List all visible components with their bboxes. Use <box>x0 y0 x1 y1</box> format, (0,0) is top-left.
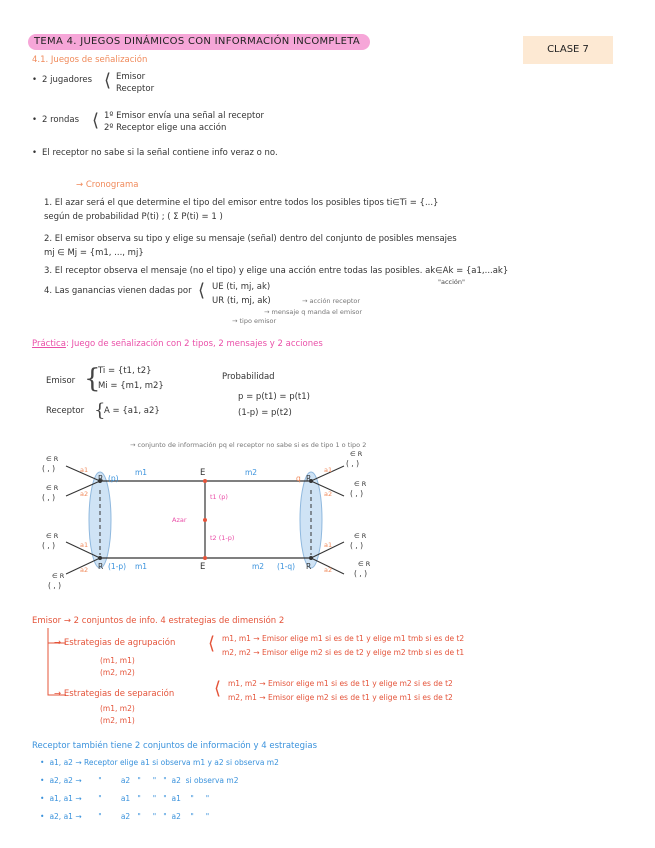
prob-line-2: (1-p) = p(t2) <box>238 408 292 418</box>
label-a1-r3: a1 <box>324 541 333 549</box>
agrupacion-desc-2: m2, m2 → Emisor elige m2 si es de t2 y elige m2 tmb si es de t1 <box>222 648 465 657</box>
separacion-label: → Estrategias de separación <box>54 689 175 699</box>
receptor-row-3: • a1, a1 → " a1 " " " a1 " " <box>40 794 209 804</box>
payoff-er-l2: ∈ R <box>46 484 59 492</box>
payoff-pair-l2: ( , ) <box>42 493 56 502</box>
label-p: (p) <box>108 474 119 483</box>
ronda-1: 1º Emisor envía una señal al receptor <box>104 111 265 121</box>
payoff-er-l4: ∈ R <box>52 572 65 580</box>
label-r-rb: R <box>306 562 312 571</box>
label-m2-bottom: m2 <box>252 562 265 571</box>
label-a2-l2: a2 <box>80 490 89 498</box>
cronograma-title: → Cronograma <box>76 180 139 190</box>
jugador-emisor: Emisor <box>116 72 146 82</box>
jugadores-label: • 2 jugadores <box>32 75 92 86</box>
payoff-emisor: UE (ti, mj, ak) <box>212 282 271 292</box>
practica-title: : Juego de señalización con 2 tipos, 2 mensajes y 2 acciones <box>65 339 323 349</box>
label-a1-l1: a1 <box>80 466 89 474</box>
cronograma-step-4: 4. Las ganancias vienen dadas por <box>44 286 192 296</box>
receptor-label: Receptor <box>46 406 85 416</box>
cronograma-step-3: 3. El receptor observa el mensaje (no el tipo) y elige una acción entre todas las posibles. ak∈Ak = {a1,...ak} <box>44 266 509 276</box>
payoff-pair-l1: ( , ) <box>42 464 56 473</box>
label-m2-top: m2 <box>245 468 258 477</box>
agrupacion-desc-1: m1, m1 → Emisor elige m1 si es de t1 y elige m1 tmb si es de t2 <box>222 634 465 643</box>
label-q: q <box>296 474 301 483</box>
agrupacion-pair-2: (m2, m2) <box>100 668 135 677</box>
payoff-er-r4: ∈ R <box>358 560 371 568</box>
page-title: TEMA 4. JUEGOS DINÁMICOS CON INFORMACIÓN INCOMPLETA <box>28 34 370 50</box>
rondas-label: • 2 rondas <box>32 115 79 126</box>
agrupacion-pair-1: (m1, m1) <box>100 656 135 665</box>
cronograma-step-2b: mj ∈ Mj = {m1, ..., mj} <box>44 248 144 258</box>
label-r-rt: R <box>306 474 312 483</box>
brace-receptor: { <box>94 400 106 421</box>
payoff-er-r2: ∈ R <box>354 480 367 488</box>
ronda-2: 2º Receptor elige una acción <box>104 123 227 133</box>
prob-title: Probabilidad <box>222 372 275 382</box>
cronograma-step-2: 2. El emisor observa su tipo y elige su mensaje (señal) dentro del conjunto de posibles mensajes <box>44 234 457 244</box>
label-r-lt: R <box>98 474 104 483</box>
receptor-title: Receptor también tiene 2 conjuntos de información y 4 estrategias <box>32 741 318 751</box>
estrategias-intro: Emisor → 2 conjuntos de info. 4 estrategias de dimensión 2 <box>32 616 285 626</box>
receptor-row-4: • a2, a1 → " a2 " " " a2 " " <box>40 812 209 822</box>
label-a1-l3: a1 <box>80 541 89 549</box>
payoff-er-l3: ∈ R <box>46 532 59 540</box>
emisor-label: Emisor <box>46 376 76 386</box>
emisor-mensajes: Mi = {m1, m2} <box>98 381 164 391</box>
label-r-lb: R <box>98 562 104 571</box>
label-a1-r1: a1 <box>324 466 333 474</box>
label-azar: Azar <box>172 516 187 524</box>
label-t1p: t1 (p) <box>210 493 228 501</box>
brace-jugadores: ⟨ <box>104 70 112 91</box>
label-e-top: E <box>200 468 206 478</box>
label-a2-r4: a2 <box>324 566 333 574</box>
brace-emisor: { <box>84 364 101 394</box>
receptor-acciones: A = {a1, a2} <box>104 406 160 416</box>
receptor-row-1: • a1, a2 → Receptor elige a1 si observa m1 y a2 si observa m2 <box>40 758 279 768</box>
label-m1-top: m1 <box>135 468 148 477</box>
receptor-note: • El receptor no sabe si la señal contiene info veraz o no. <box>32 148 278 159</box>
brace-separacion: ⟨ <box>214 678 222 699</box>
separacion-desc-1: m1, m2 → Emisor elige m1 si es de t1 y elige m2 si es de t2 <box>228 679 453 688</box>
jugador-receptor: Receptor <box>116 84 155 94</box>
label-1-q: (1-q) <box>277 562 296 571</box>
cronograma-step-1: 1. El azar será el que determine el tipo del emisor entre todos los posibles tipos ti∈Ti = {...} <box>44 198 439 208</box>
class-label: CLASE 7 <box>523 36 613 64</box>
payoff-pair-r4: ( , ) <box>354 569 368 578</box>
emisor-tipos: Ti = {t1, t2} <box>98 366 152 376</box>
payoff-pair-l3: ( , ) <box>42 541 56 550</box>
payoff-pair-r3: ( , ) <box>350 541 364 550</box>
prob-line-1: p = p(t1) = p(t1) <box>238 392 310 402</box>
practica-label: Práctica <box>32 339 66 349</box>
payoff-er-r3: ∈ R <box>354 532 367 540</box>
label-m1-bottom: m1 <box>135 562 148 571</box>
payoff-pair-r2: ( , ) <box>350 489 364 498</box>
cronograma-step-1b: según de probabilidad P(ti) ; ( Σ P(ti) = 1 ) <box>44 212 223 222</box>
payoff-receptor: UR (ti, mj, ak) <box>212 296 271 306</box>
brace-agrupacion: ⟨ <box>208 633 216 654</box>
receptor-row-2: • a2, a2 → " a2 " " " a2 si observa m2 <box>40 776 239 786</box>
label-a2-l4: a2 <box>80 566 89 574</box>
brace-ganancias: ⟨ <box>198 280 206 301</box>
payoff-pair-r1: ( , ) <box>346 459 360 468</box>
separacion-pair-2: (m2, m1) <box>100 716 135 725</box>
separacion-desc-2: m2, m1 → Emisor elige m2 si es de t1 y elige m1 si es de t2 <box>228 693 453 702</box>
section-title: 4.1. Juegos de señalización <box>32 55 148 65</box>
info-set-note: → conjunto de información pq el receptor no sabe si es de tipo 1 o tipo 2 <box>130 441 367 449</box>
payoff-er-l1: ∈ R <box>46 455 59 463</box>
payoff-pair-l4: ( , ) <box>48 581 62 590</box>
note-accion-receptor: → acción receptor <box>302 297 361 305</box>
label-e-bottom: E <box>200 562 206 572</box>
brace-rondas: ⟨ <box>92 110 100 131</box>
note-tipo: → tipo emisor <box>232 317 277 325</box>
separacion-pair-1: (m1, m2) <box>100 704 135 713</box>
label-1-p: (1-p) <box>108 562 127 571</box>
accion-note: "acción" <box>438 278 466 286</box>
label-a2-r2: a2 <box>324 490 333 498</box>
note-mensaje: → mensaje q manda el emisor <box>264 308 363 316</box>
payoff-er-r1: ∈ R <box>350 450 363 458</box>
label-t2p: t2 (1-p) <box>210 534 235 542</box>
agrupacion-label: → Estrategias de agrupación <box>54 638 176 648</box>
